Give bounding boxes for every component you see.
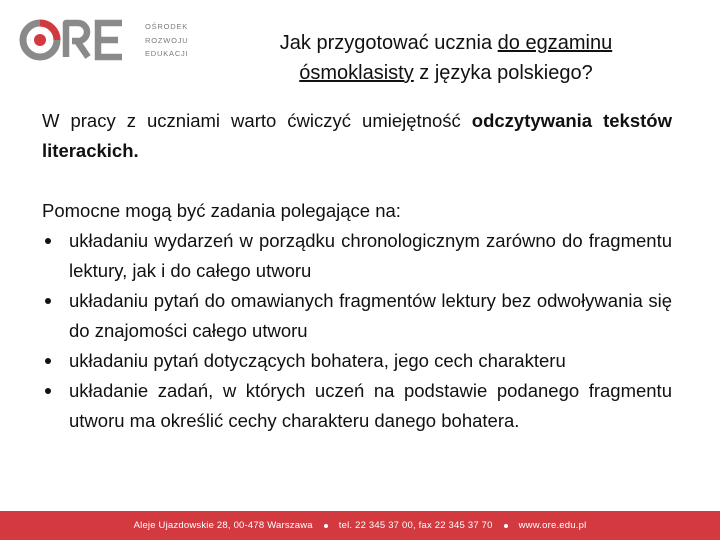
title-underlined-1: do egzaminu (497, 32, 613, 54)
list-item-text: układaniu pytań do omawianych fragmentów lektury bez odwoływania się do znajomości całego utworu (69, 290, 672, 341)
bullet-icon (45, 358, 51, 364)
bullet-icon (45, 238, 51, 244)
slide-content (42, 106, 672, 436)
separator-dot-icon (504, 524, 508, 528)
intro-paragraph (42, 106, 672, 166)
footer-phone: tel. 22 345 37 00, fax 22 345 37 70 (338, 520, 493, 531)
tasks-list (42, 226, 672, 436)
footer-address: Aleje Ujazdowskie 28, 00-478 Warszawa (133, 520, 313, 531)
list-item (42, 226, 672, 286)
title-underlined-2: ósmoklasisty (299, 62, 414, 84)
footer-bar (0, 511, 720, 540)
slide-title (212, 28, 680, 88)
list-item (42, 286, 672, 346)
list-item-text: układaniu pytań dotyczących bohatera, jego cech charakteru (69, 350, 566, 371)
title-part-2: z języka polskiego? (413, 62, 593, 84)
title-part-1: Jak przygotować ucznia (279, 32, 498, 54)
separator-dot-icon (324, 524, 328, 528)
bullet-icon (45, 298, 51, 304)
ore-logo-words (145, 20, 205, 61)
logo-word-2: ROZWOJU (145, 35, 189, 45)
logo-word-1: OŚRODEK (145, 22, 189, 31)
ore-logo (18, 16, 188, 64)
list-item (42, 346, 672, 376)
intro-text: W pracy z uczniami warto ćwiczyć umiejętność (42, 110, 472, 131)
list-item (42, 376, 672, 436)
intro-bold: odczytywania tekstów literackich. (42, 110, 672, 161)
list-item-text: układaniu wydarzeń w porządku chronologicznym zarówno do fragmentu lektury, jak i do całego utworu (69, 230, 672, 281)
bullet-icon (45, 388, 51, 394)
logo-word-3: EDUKACJI (145, 49, 189, 58)
ore-logo-mark (18, 16, 136, 64)
footer-website-link[interactable]: www.ore.edu.pl (518, 520, 587, 531)
ore-logo-letters: ORE (18, 16, 21, 17)
list-item-text: układanie zadań, w których uczeń na podstawie podanego fragmentu utworu ma określić cechy charakteru danego bohatera. (69, 380, 672, 431)
tasks-lead: Pomocne mogą być zadania polegające na: (42, 200, 401, 221)
